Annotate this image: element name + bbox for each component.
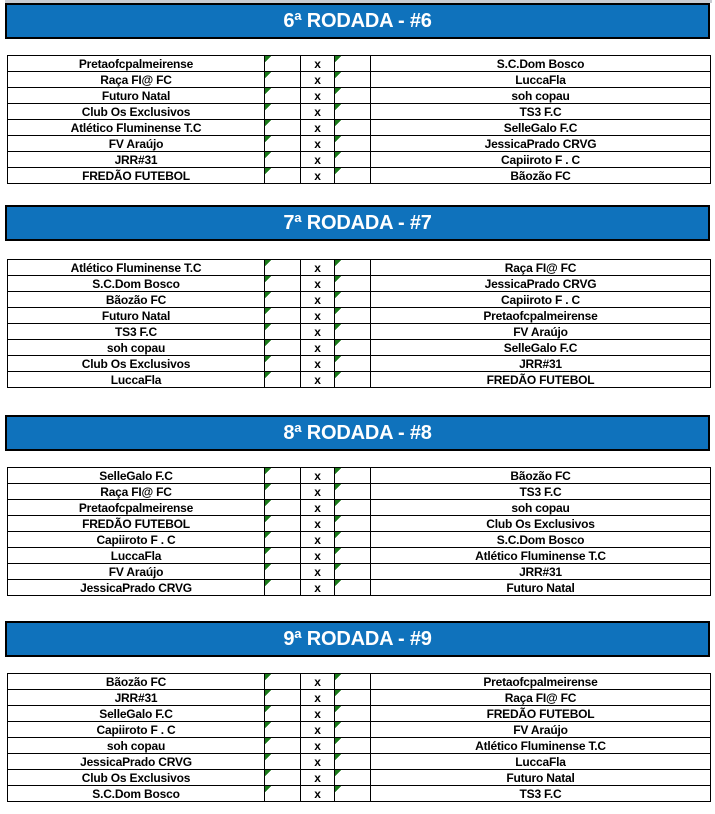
away-team-cell: Futuro Natal <box>371 580 711 596</box>
away-team-cell: SelleGalo F.C <box>371 340 711 356</box>
round-title: 7ª RODADA - #7 <box>283 211 432 234</box>
away-score-cell[interactable] <box>335 770 371 786</box>
match-row <box>8 564 711 580</box>
match-row <box>8 516 711 532</box>
home-score-cell[interactable] <box>265 292 301 308</box>
vs-cell: x <box>301 580 335 596</box>
vs-cell: x <box>301 690 335 706</box>
round-title: 8ª RODADA - #8 <box>283 421 432 444</box>
match-row <box>8 532 711 548</box>
away-team-cell: JRR#31 <box>371 564 711 580</box>
home-score-cell[interactable] <box>265 340 301 356</box>
home-team-cell: Club Os Exclusivos <box>8 104 265 120</box>
home-score-cell[interactable] <box>265 674 301 690</box>
away-team-cell: S.C.Dom Bosco <box>371 56 711 72</box>
home-team-cell: JessicaPrado CRVG <box>8 754 265 770</box>
match-row <box>8 468 711 484</box>
home-score-cell[interactable] <box>265 56 301 72</box>
home-score-cell[interactable] <box>265 532 301 548</box>
away-score-cell[interactable] <box>335 674 371 690</box>
away-team-cell: FV Araújo <box>371 722 711 738</box>
home-score-cell[interactable] <box>265 72 301 88</box>
home-score-cell[interactable] <box>265 308 301 324</box>
vs-cell: x <box>301 532 335 548</box>
home-team-cell: Club Os Exclusivos <box>8 356 265 372</box>
home-team-cell: JRR#31 <box>8 690 265 706</box>
error-triangle-icon <box>265 308 271 314</box>
vs-cell: x <box>301 292 335 308</box>
away-score-cell[interactable] <box>335 372 371 388</box>
match-row <box>8 484 711 500</box>
error-triangle-icon <box>265 722 271 728</box>
home-team-cell: Capiiroto F . C <box>8 722 265 738</box>
home-team-cell: soh copau <box>8 738 265 754</box>
away-team-cell: TS3 F.C <box>371 484 711 500</box>
vs-cell: x <box>301 168 335 184</box>
vs-cell: x <box>301 88 335 104</box>
home-team-cell: Bãozão FC <box>8 674 265 690</box>
round-title: 9ª RODADA - #9 <box>283 627 432 650</box>
home-score-cell[interactable] <box>265 356 301 372</box>
match-row <box>8 500 711 516</box>
vs-cell: x <box>301 276 335 292</box>
away-score-cell[interactable] <box>335 340 371 356</box>
away-team-cell: TS3 F.C <box>371 104 711 120</box>
home-team-cell: S.C.Dom Bosco <box>8 276 265 292</box>
home-score-cell[interactable] <box>265 580 301 596</box>
error-triangle-icon <box>335 500 341 506</box>
home-team-cell: Pretaofcpalmeirense <box>8 56 265 72</box>
away-team-cell: Atlético Fluminense T.C <box>371 548 711 564</box>
error-triangle-icon <box>335 260 341 266</box>
match-row <box>8 292 711 308</box>
match-row <box>8 786 711 802</box>
away-team-cell: FREDÃO FUTEBOL <box>371 372 711 388</box>
fixtures-table-round-6 <box>7 55 711 184</box>
home-score-cell[interactable] <box>265 548 301 564</box>
away-score-cell[interactable] <box>335 168 371 184</box>
error-triangle-icon <box>335 564 341 570</box>
error-triangle-icon <box>335 690 341 696</box>
vs-cell: x <box>301 484 335 500</box>
match-row <box>8 152 711 168</box>
error-triangle-icon <box>335 548 341 554</box>
error-triangle-icon <box>265 468 271 474</box>
away-team-cell: JessicaPrado CRVG <box>371 276 711 292</box>
match-row <box>8 738 711 754</box>
home-team-cell: LuccaFla <box>8 372 265 388</box>
away-team-cell: soh copau <box>371 500 711 516</box>
match-row <box>8 770 711 786</box>
home-team-cell: Atlético Fluminense T.C <box>8 260 265 276</box>
vs-cell: x <box>301 468 335 484</box>
away-score-cell[interactable] <box>335 308 371 324</box>
away-team-cell: LuccaFla <box>371 754 711 770</box>
error-triangle-icon <box>265 754 271 760</box>
home-team-cell: S.C.Dom Bosco <box>8 786 265 802</box>
error-triangle-icon <box>265 532 271 538</box>
match-row <box>8 340 711 356</box>
error-triangle-icon <box>335 706 341 712</box>
round-title: 6ª RODADA - #6 <box>283 9 432 32</box>
match-row <box>8 136 711 152</box>
home-team-cell: SelleGalo F.C <box>8 706 265 722</box>
error-triangle-icon <box>265 324 271 330</box>
error-triangle-icon <box>265 104 271 110</box>
error-triangle-icon <box>265 564 271 570</box>
away-score-cell[interactable] <box>335 532 371 548</box>
vs-cell: x <box>301 152 335 168</box>
error-triangle-icon <box>265 674 271 680</box>
match-row <box>8 276 711 292</box>
away-score-cell[interactable] <box>335 136 371 152</box>
match-row <box>8 722 711 738</box>
match-row <box>8 260 711 276</box>
error-triangle-icon <box>265 152 271 158</box>
fixtures-table-round-9 <box>7 673 711 802</box>
match-row <box>8 308 711 324</box>
away-score-cell[interactable] <box>335 580 371 596</box>
error-triangle-icon <box>335 484 341 490</box>
error-triangle-icon <box>335 136 341 142</box>
away-team-cell: Raça FI@ FC <box>371 260 711 276</box>
fixtures-table-round-7 <box>7 259 711 388</box>
home-team-cell: Futuro Natal <box>8 88 265 104</box>
away-team-cell: Bãozão FC <box>371 168 711 184</box>
match-row <box>8 690 711 706</box>
error-triangle-icon <box>265 340 271 346</box>
away-score-cell[interactable] <box>335 516 371 532</box>
error-triangle-icon <box>335 532 341 538</box>
match-row <box>8 548 711 564</box>
home-team-cell: Raça FI@ FC <box>8 72 265 88</box>
match-row <box>8 324 711 340</box>
away-score-cell[interactable] <box>335 754 371 770</box>
error-triangle-icon <box>335 770 341 776</box>
error-triangle-icon <box>265 516 271 522</box>
vs-cell: x <box>301 564 335 580</box>
vs-cell: x <box>301 136 335 152</box>
vs-cell: x <box>301 324 335 340</box>
error-triangle-icon <box>335 356 341 362</box>
error-triangle-icon <box>335 580 341 586</box>
match-row <box>8 56 711 72</box>
away-team-cell: Raça FI@ FC <box>371 690 711 706</box>
away-team-cell: TS3 F.C <box>371 786 711 802</box>
error-triangle-icon <box>335 120 341 126</box>
away-team-cell: SelleGalo F.C <box>371 120 711 136</box>
home-score-cell[interactable] <box>265 754 301 770</box>
away-score-cell[interactable] <box>335 484 371 500</box>
round-header-9 <box>5 621 710 657</box>
home-team-cell: Pretaofcpalmeirense <box>8 500 265 516</box>
home-score-cell[interactable] <box>265 120 301 136</box>
fixtures-table-round-8 <box>7 467 711 596</box>
error-triangle-icon <box>265 548 271 554</box>
home-team-cell: TS3 F.C <box>8 324 265 340</box>
home-team-cell: Capiiroto F . C <box>8 532 265 548</box>
home-team-cell: Futuro Natal <box>8 308 265 324</box>
away-team-cell: Atlético Fluminense T.C <box>371 738 711 754</box>
away-score-cell[interactable] <box>335 88 371 104</box>
away-team-cell: JRR#31 <box>371 356 711 372</box>
away-team-cell: LuccaFla <box>371 72 711 88</box>
away-team-cell: Futuro Natal <box>371 770 711 786</box>
vs-cell: x <box>301 120 335 136</box>
error-triangle-icon <box>265 168 271 174</box>
away-team-cell: Club Os Exclusivos <box>371 516 711 532</box>
home-score-cell[interactable] <box>265 88 301 104</box>
vs-cell: x <box>301 738 335 754</box>
error-triangle-icon <box>265 738 271 744</box>
away-score-cell[interactable] <box>335 722 371 738</box>
error-triangle-icon <box>265 690 271 696</box>
error-triangle-icon <box>265 786 271 792</box>
home-score-cell[interactable] <box>265 168 301 184</box>
vs-cell: x <box>301 770 335 786</box>
home-team-cell: FV Araújo <box>8 136 265 152</box>
away-score-cell[interactable] <box>335 276 371 292</box>
round-header-8 <box>5 415 710 451</box>
round-header-6 <box>5 3 710 39</box>
error-triangle-icon <box>265 706 271 712</box>
vs-cell: x <box>301 340 335 356</box>
vs-cell: x <box>301 500 335 516</box>
error-triangle-icon <box>265 56 271 62</box>
home-score-cell[interactable] <box>265 690 301 706</box>
away-team-cell: FV Araújo <box>371 324 711 340</box>
error-triangle-icon <box>335 674 341 680</box>
home-score-cell[interactable] <box>265 786 301 802</box>
match-row <box>8 754 711 770</box>
home-score-cell[interactable] <box>265 136 301 152</box>
error-triangle-icon <box>265 292 271 298</box>
home-score-cell[interactable] <box>265 484 301 500</box>
match-row <box>8 674 711 690</box>
home-score-cell[interactable] <box>265 770 301 786</box>
vs-cell: x <box>301 548 335 564</box>
away-score-cell[interactable] <box>335 564 371 580</box>
away-score-cell[interactable] <box>335 706 371 722</box>
vs-cell: x <box>301 516 335 532</box>
home-score-cell[interactable] <box>265 276 301 292</box>
home-score-cell[interactable] <box>265 706 301 722</box>
error-triangle-icon <box>265 580 271 586</box>
vs-cell: x <box>301 372 335 388</box>
home-score-cell[interactable] <box>265 468 301 484</box>
home-team-cell: SelleGalo F.C <box>8 468 265 484</box>
vs-cell: x <box>301 722 335 738</box>
vs-cell: x <box>301 706 335 722</box>
away-team-cell: S.C.Dom Bosco <box>371 532 711 548</box>
away-score-cell[interactable] <box>335 292 371 308</box>
home-score-cell[interactable] <box>265 516 301 532</box>
away-score-cell[interactable] <box>335 468 371 484</box>
vs-cell: x <box>301 104 335 120</box>
error-triangle-icon <box>265 88 271 94</box>
match-row <box>8 88 711 104</box>
vs-cell: x <box>301 674 335 690</box>
away-team-cell: Pretaofcpalmeirense <box>371 674 711 690</box>
home-team-cell: FV Araújo <box>8 564 265 580</box>
home-team-cell: Atlético Fluminense T.C <box>8 120 265 136</box>
home-score-cell[interactable] <box>265 738 301 754</box>
error-triangle-icon <box>265 136 271 142</box>
vs-cell: x <box>301 72 335 88</box>
error-triangle-icon <box>335 152 341 158</box>
away-team-cell: Pretaofcpalmeirense <box>371 308 711 324</box>
error-triangle-icon <box>335 468 341 474</box>
vs-cell: x <box>301 786 335 802</box>
error-triangle-icon <box>335 276 341 282</box>
away-team-cell: Bãozão FC <box>371 468 711 484</box>
away-score-cell[interactable] <box>335 690 371 706</box>
away-score-cell[interactable] <box>335 500 371 516</box>
error-triangle-icon <box>335 72 341 78</box>
away-score-cell[interactable] <box>335 152 371 168</box>
error-triangle-icon <box>335 372 341 378</box>
vs-cell: x <box>301 754 335 770</box>
error-triangle-icon <box>265 120 271 126</box>
home-team-cell: LuccaFla <box>8 548 265 564</box>
error-triangle-icon <box>335 324 341 330</box>
home-score-cell[interactable] <box>265 722 301 738</box>
error-triangle-icon <box>265 260 271 266</box>
vs-cell: x <box>301 56 335 72</box>
match-row <box>8 72 711 88</box>
away-score-cell[interactable] <box>335 738 371 754</box>
home-score-cell[interactable] <box>265 564 301 580</box>
home-score-cell[interactable] <box>265 260 301 276</box>
home-team-cell: JRR#31 <box>8 152 265 168</box>
error-triangle-icon <box>265 372 271 378</box>
away-team-cell: JessicaPrado CRVG <box>371 136 711 152</box>
round-header-7 <box>5 205 710 241</box>
match-row <box>8 356 711 372</box>
error-triangle-icon <box>335 340 341 346</box>
error-triangle-icon <box>265 500 271 506</box>
away-score-cell[interactable] <box>335 72 371 88</box>
away-score-cell[interactable] <box>335 104 371 120</box>
match-row <box>8 104 711 120</box>
away-score-cell[interactable] <box>335 548 371 564</box>
error-triangle-icon <box>335 56 341 62</box>
match-row <box>8 372 711 388</box>
away-score-cell[interactable] <box>335 786 371 802</box>
error-triangle-icon <box>265 276 271 282</box>
away-score-cell[interactable] <box>335 260 371 276</box>
home-score-cell[interactable] <box>265 500 301 516</box>
match-row <box>8 120 711 136</box>
away-team-cell: soh copau <box>371 88 711 104</box>
error-triangle-icon <box>265 72 271 78</box>
error-triangle-icon <box>335 168 341 174</box>
away-team-cell: Capiiroto F . C <box>371 152 711 168</box>
home-team-cell: Raça FI@ FC <box>8 484 265 500</box>
home-team-cell: Bãozão FC <box>8 292 265 308</box>
match-row <box>8 168 711 184</box>
home-team-cell: FREDÃO FUTEBOL <box>8 516 265 532</box>
home-score-cell[interactable] <box>265 324 301 340</box>
away-score-cell[interactable] <box>335 56 371 72</box>
home-score-cell[interactable] <box>265 152 301 168</box>
home-team-cell: FREDÃO FUTEBOL <box>8 168 265 184</box>
vs-cell: x <box>301 260 335 276</box>
error-triangle-icon <box>335 308 341 314</box>
match-row <box>8 706 711 722</box>
error-triangle-icon <box>265 356 271 362</box>
home-score-cell[interactable] <box>265 372 301 388</box>
away-team-cell: FREDÃO FUTEBOL <box>371 706 711 722</box>
match-row <box>8 580 711 596</box>
error-triangle-icon <box>335 516 341 522</box>
vs-cell: x <box>301 356 335 372</box>
vs-cell: x <box>301 308 335 324</box>
away-team-cell: Capiiroto F . C <box>371 292 711 308</box>
error-triangle-icon <box>335 104 341 110</box>
away-score-cell[interactable] <box>335 324 371 340</box>
home-team-cell: soh copau <box>8 340 265 356</box>
away-score-cell[interactable] <box>335 120 371 136</box>
home-team-cell: JessicaPrado CRVG <box>8 580 265 596</box>
away-score-cell[interactable] <box>335 356 371 372</box>
error-triangle-icon <box>335 88 341 94</box>
error-triangle-icon <box>265 484 271 490</box>
error-triangle-icon <box>335 738 341 744</box>
error-triangle-icon <box>335 292 341 298</box>
error-triangle-icon <box>335 722 341 728</box>
error-triangle-icon <box>335 754 341 760</box>
error-triangle-icon <box>265 770 271 776</box>
home-score-cell[interactable] <box>265 104 301 120</box>
error-triangle-icon <box>335 786 341 792</box>
home-team-cell: Club Os Exclusivos <box>8 770 265 786</box>
